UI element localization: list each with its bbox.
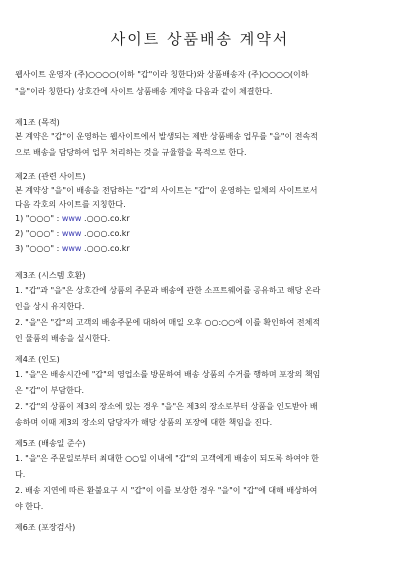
article-6-heading: 제6조 (포장검사) <box>15 523 76 532</box>
article-1-line: 으로 배송을 담당하여 업무 처리하는 것을 규율함을 목적으로 한다. <box>15 148 247 157</box>
article-3-heading: 제3조 (시스템 호환) <box>15 271 86 280</box>
article-1-heading: 제1조 (목적) <box>15 118 60 127</box>
site-url-link[interactable]: www <box>61 214 82 223</box>
article-5-heading: 제5조 (배송일 준수) <box>15 439 86 448</box>
site-list-item: 1) "○○○" : www .○○○.co.kr <box>15 214 130 223</box>
article-1-line: 본 계약은 "갑"이 운영하는 웹사이트에서 발생되는 제반 상품배송 업무를 "을"이 전속적 <box>15 132 318 141</box>
article-2-line: 다음 각호의 사이트를 지칭한다. <box>15 200 126 209</box>
article-5-line: 야 한다. <box>15 502 44 511</box>
article-5-line: 2. 배송 지연에 따른 환불요구 시 "갑"이 이를 보상한 경우 "을"이 "갑"에 대해 배상하여 <box>15 486 318 495</box>
article-4-line: 2. "갑"의 상품이 제3의 장소에 있는 경우 "을"은 제3의 장소로부터 상품을 인도받아 배 <box>15 402 318 411</box>
article-3-line: 인을 상시 유지한다. <box>15 302 85 311</box>
intro-line: 웹사이트 운영자 (주)○○○○(이하 "갑"이라 칭한다)와 상품배송자 (주)○○○○(이하 <box>15 70 309 79</box>
article-5-line: 다. <box>15 470 26 479</box>
intro-line: "을"이라 칭한다) 상호간에 사이트 상품배송 계약을 다음과 같이 체결한다. <box>15 87 273 96</box>
article-3-line: 1. "갑"과 "을"은 상호간에 상품의 주문과 배송에 관한 소프트웨어를 공유하고 해당 온라 <box>15 286 321 295</box>
article-3-line: 인 물품의 배송을 실시한다. <box>15 334 111 343</box>
document-title: 사이트 상품배송 계약서 <box>110 30 290 48</box>
article-4-line: 1. "을"은 배송시간에 "갑"의 영업소를 방문하여 배송 상품의 수거를 행하며 포장의 책임 <box>15 370 321 379</box>
article-4-heading: 제4조 (인도) <box>15 355 60 364</box>
article-5-line: 1. "을"은 주문일로부터 최대한 ○○일 이내에 "갑"의 고객에게 배송이 되도록 하여야 한 <box>15 454 319 463</box>
article-2-line: 본 계약상 "을"이 배송을 전담하는 "갑"의 사이트는 "갑"이 운영하는 일체의 사이트로서 <box>15 186 318 195</box>
site-url-link[interactable]: www <box>61 229 82 238</box>
article-4-line: 은 "갑"이 부담한다. <box>15 386 85 395</box>
article-3-line: 2. "을"은 "갑"의 고객의 배송주문에 대하여 매일 오후 ○○:○○에 이를 확인하여 전체적 <box>15 318 321 327</box>
site-url-link[interactable]: www <box>61 244 82 253</box>
article-2-heading: 제2조 (관련 사이트) <box>15 172 86 181</box>
site-list-item: 3) "○○○" : www .○○○.co.kr <box>15 244 130 253</box>
site-list-item: 2) "○○○" : www .○○○.co.kr <box>15 229 130 238</box>
article-4-line: 송하며 이때 제3의 장소의 담당자가 해당 상품의 포장에 대한 책임을 진다. <box>15 418 273 427</box>
